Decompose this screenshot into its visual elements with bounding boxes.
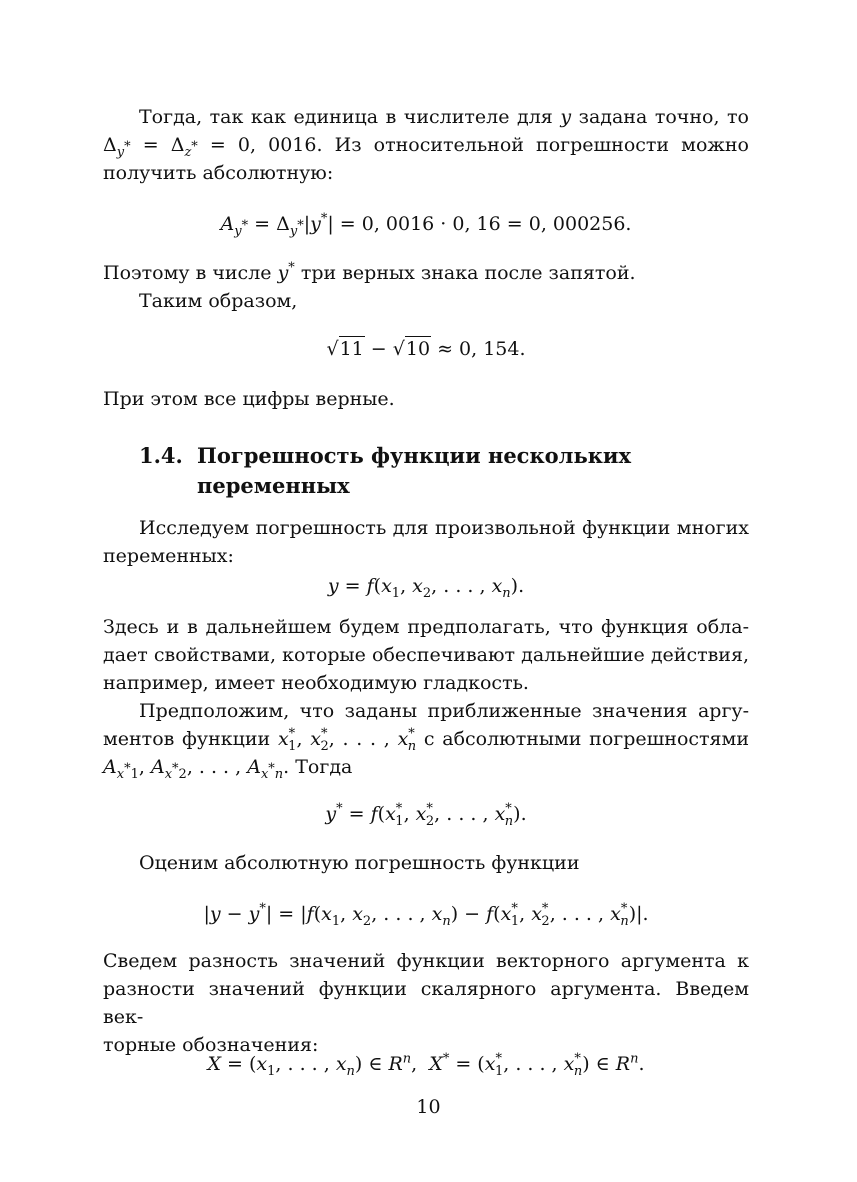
equation-abs-function-error: $|y - y^*| = |f(x_1$, $x_2$, . . . , $x_n) - f(x^*_1$, $x^*_2$, . . . , $x^*_n)|$. — [203, 901, 649, 929]
paragraph-4: При этом все цифры верные. — [103, 388, 395, 410]
paragraph-9-line-1: Сведем разность значений функции векторного аргумента к — [103, 950, 749, 972]
equation-y-star: $y^* = f(x^*_1$, $x^*_2$, . . . , $x^*_n$). — [325, 801, 527, 829]
section-number: 1.4. — [139, 443, 183, 468]
section-title-line-1: Погрешность функции нескольких — [197, 443, 631, 468]
equation-function: $y = f(x_1$, $x_2$, . . . , $x_n$). — [327, 575, 525, 601]
paragraph-7-line-2: ментов функции $x^*_1$, $x^*_2$, . . . , $x^*_n$ с абсолютными погрешностями — [103, 726, 749, 754]
paragraph-6-line-2: дает свойствами, которые обеспечивают дальнейшие действия, — [103, 644, 749, 666]
paragraph-7 — [103, 697, 749, 781]
paragraph-2: Поэтому в числе y* три верных знака после запятой. — [103, 260, 636, 284]
paragraph-6-line-1: Здесь и в дальнейшем будем предполагать, что функция обла- — [103, 616, 749, 638]
page-number: 10 — [416, 1096, 441, 1118]
paragraph-7-line-1: Предположим, что заданы приближенные значения аргу- — [139, 700, 749, 722]
paragraph-1 — [103, 103, 749, 187]
equation-sqrt: √11 − √10 ≈ 0, 154. — [326, 338, 526, 360]
paragraph-5-line-1: Исследуем погрешность для произвольной функции многих — [139, 517, 749, 539]
paragraph-1-line-2: $\Delta_{y^*} = \Delta_{z^*} = 0$, 0016. Из относительной погрешности можно — [103, 134, 749, 160]
paragraph-1-line-1: Тогда, так как единица в числителе для y задана точно, то — [139, 106, 749, 128]
paragraph-5 — [103, 514, 749, 570]
equation-vectors: $X = (x_1$, . . . , $x_n$) ∈ $R^n$, $X^* = (x^*_1$, . . . , $x^*_n$) ∈ $R^n$. — [207, 1051, 645, 1079]
paragraph-1-line-3: получить абсолютную: — [103, 162, 334, 184]
paragraph-9-line-3: торные обозначения: — [103, 1034, 319, 1056]
paragraph-9 — [103, 947, 749, 1059]
paragraph-6-line-3: например, имеет необходимую гладкость. — [103, 672, 529, 694]
paragraph-8: Оценим абсолютную погрешность функции — [139, 852, 580, 874]
section-heading-line-1 — [139, 441, 699, 471]
paragraph-6 — [103, 613, 749, 697]
section-heading — [139, 441, 699, 501]
equation-abs-error: $A_{y^*} = \Delta_{y^*}|y^*| = 0$, 0016 · 0, 16 = 0, 000256. — [220, 211, 632, 239]
section-title-line-2: переменных — [197, 473, 350, 498]
paragraph-3: Таким образом, — [139, 290, 298, 312]
paragraph-9-line-2: разности значений функции скалярного аргумента. Введем век- — [103, 978, 749, 1028]
paragraph-5-line-2: переменных: — [103, 545, 234, 567]
paragraph-7-line-3: $A_{x^*1}$, $A_{x^*2}$, . . . , $A_{x^*n}$. Тогда — [103, 756, 353, 782]
